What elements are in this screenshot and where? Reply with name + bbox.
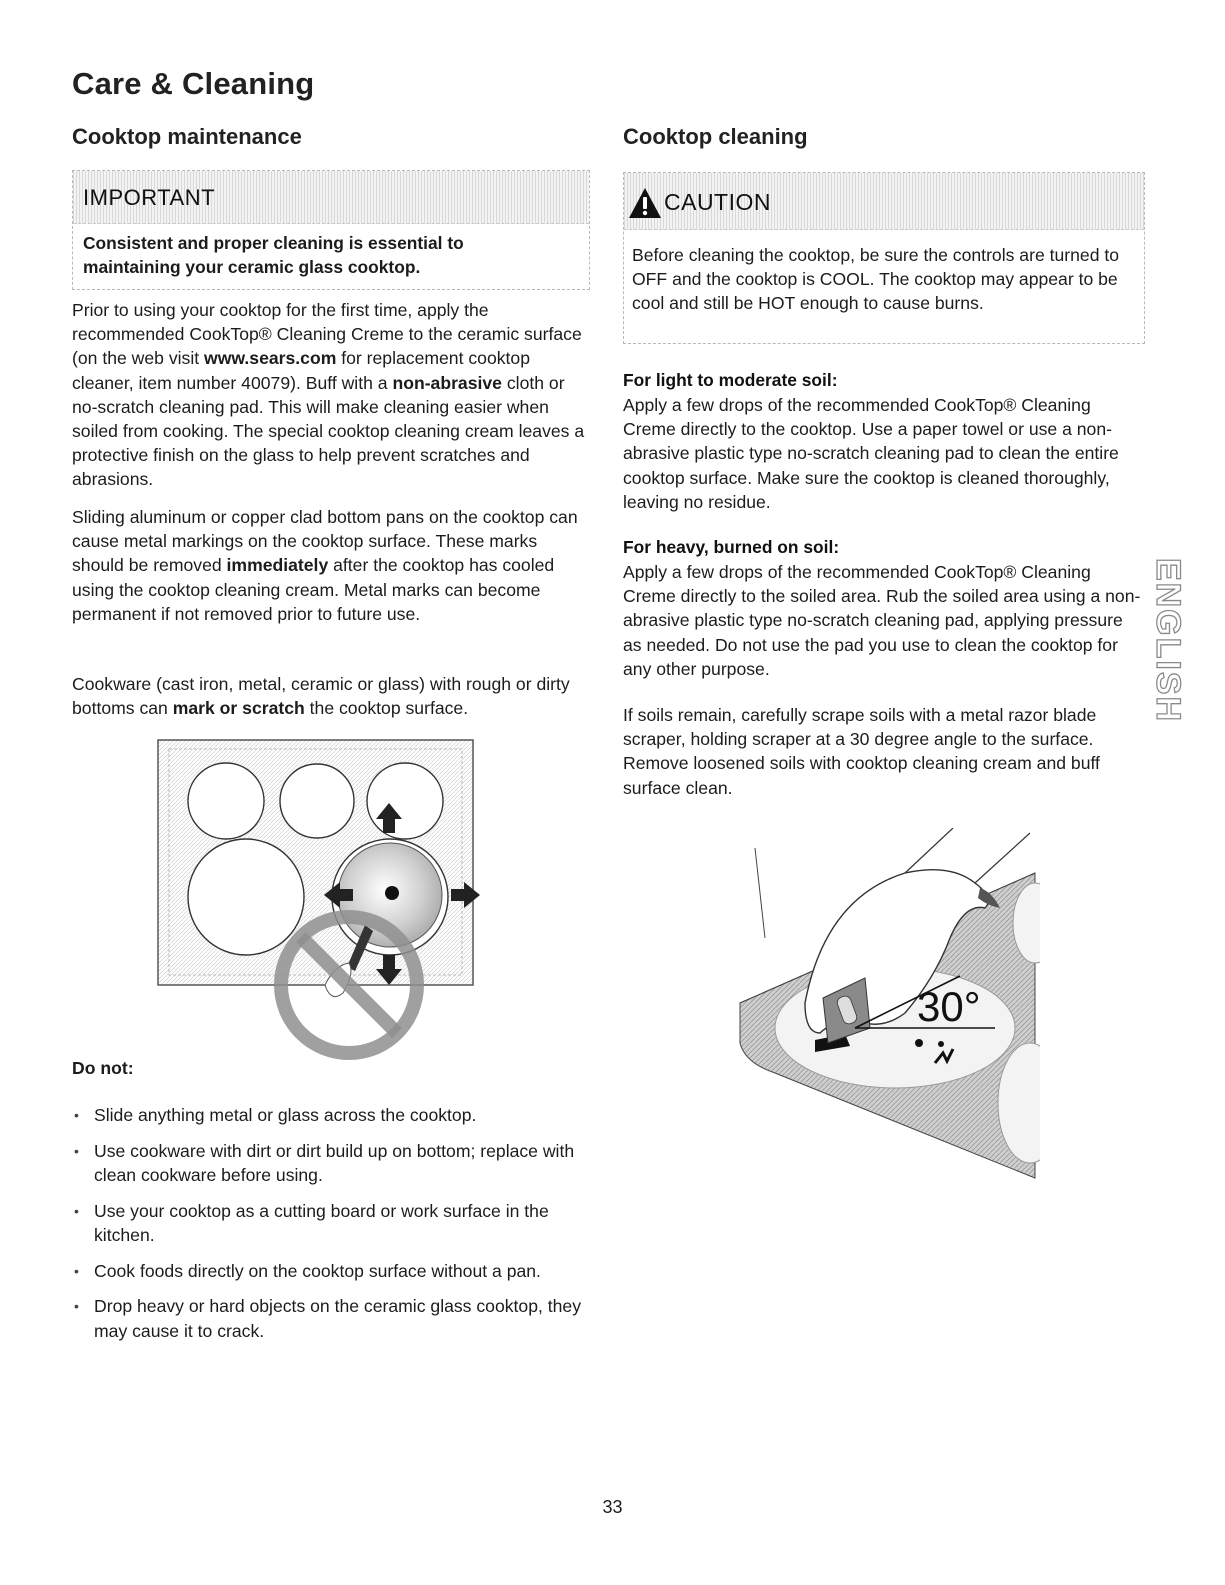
- warning-triangle-icon: [628, 187, 662, 219]
- p1-text-b: for replacement cooktop cleaner, item number 40079). Buff with a: [72, 348, 530, 393]
- list-item: • Cook foods directly on the cooktop surface without a pan.: [72, 1259, 592, 1284]
- scraper-angle-illustration: [735, 828, 1040, 1183]
- do-not-label: Do not:: [72, 1058, 134, 1078]
- language-label: ENGLISH: [1149, 557, 1188, 724]
- p1-text-c: cloth or no-scratch cleaning pad. This will make cleaning easier when soiled from cooking. The special cooktop cleaning cream leaves a protective finish on the glass to help prevent scratches and abrasions.: [72, 372, 585, 490]
- section-heading-cleaning: Cooktop cleaning: [623, 124, 808, 149]
- caution-text: Before cleaning the cooktop, be sure the controls are turned to OFF and the cooktop is COOL. The cooktop may appear to be cool and still be HOT enough to cause burns.: [632, 245, 1120, 313]
- caution-label: CAUTION: [664, 189, 771, 215]
- cooktop-no-slide-illustration: [155, 735, 485, 1065]
- p2-text-b: after the cooktop has cooled using the cooktop cleaning cream. Metal marks can become permanent if not removed prior to future use.: [72, 555, 555, 624]
- heavy-soil-heading: For heavy, burned on soil:: [623, 537, 840, 557]
- language-side-tab: [1148, 557, 1188, 724]
- maintenance-paragraph-1: [72, 298, 588, 492]
- p1-bold-nonabrasive: non-abrasive: [392, 372, 502, 393]
- page-title: Care & Cleaning: [72, 66, 315, 101]
- maintenance-paragraph-2: [72, 505, 588, 626]
- section-heading-maintenance: Cooktop maintenance: [72, 124, 302, 149]
- p1-text-a: Prior to using your cooktop for the first time, apply the recommended CookTop® Cleaning Creme to the ceramic surface (on the web visit: [72, 300, 582, 369]
- list-item: • Slide anything metal or glass across the cooktop.: [72, 1103, 592, 1128]
- list-item: • Use cookware with dirt or dirt build up on bottom; replace with clean cookware before using.: [72, 1139, 592, 1188]
- p2-bold-immediately: immediately: [226, 555, 329, 576]
- heavy-soil-text: Apply a few drops of the recommended CookTop® Cleaning Creme directly to the soiled area. Rub the soiled area using a non-abrasive plastic type no-scratch cleaning pad, applying pressure as needed. Do not use the pad you use to clean the cooktop for any other purpose.: [623, 562, 1141, 679]
- list-item: • Drop heavy or hard objects on the ceramic glass cooktop, they may cause it to crack.: [72, 1294, 592, 1343]
- important-label: IMPORTANT: [83, 185, 216, 210]
- p3-text-a: Cookware (cast iron, metal, ceramic or glass) with rough or dirty bottoms can: [72, 674, 570, 719]
- soils-remain-text: If soils remain, carefully scrape soils with a metal razor blade scraper, holding scraper at a 30 degree angle to the surface. Remove loosened soils with cooktop cleaning cream and buff surface clean.: [623, 705, 1100, 798]
- p3-bold-mark-scratch: mark or scratch: [172, 698, 305, 719]
- maintenance-paragraph-3: [72, 672, 588, 720]
- list-item: • Use your cooktop as a cutting board or work surface in the kitchen.: [72, 1199, 592, 1248]
- caution-notice: [623, 172, 1145, 344]
- p3-text-b: the cooktop surface.: [304, 698, 469, 719]
- light-soil-text: Apply a few drops of the recommended CookTop® Cleaning Creme directly to the cooktop. Use a paper towel or use a non-abrasive plastic type no-scratch cleaning pad to clean the entire cooktop surface. Make sure the cooktop is cleaned thoroughly, leaving no residue.: [623, 395, 1119, 512]
- do-not-list: [72, 1103, 592, 1354]
- important-notice: [72, 170, 590, 290]
- sears-link[interactable]: www.sears.com: [204, 348, 337, 369]
- important-line-2: maintaining your ceramic glass cooktop.: [83, 257, 421, 277]
- angle-label: 30°: [917, 983, 981, 1030]
- important-line-1: Consistent and proper cleaning is essential to: [83, 233, 464, 253]
- light-soil-heading: For light to moderate soil:: [623, 370, 838, 390]
- p2-text-a: Sliding aluminum or copper clad bottom pans on the cooktop can cause metal markings on the cooktop surface. These marks should be removed: [72, 507, 578, 576]
- page-number: 33: [602, 1497, 623, 1517]
